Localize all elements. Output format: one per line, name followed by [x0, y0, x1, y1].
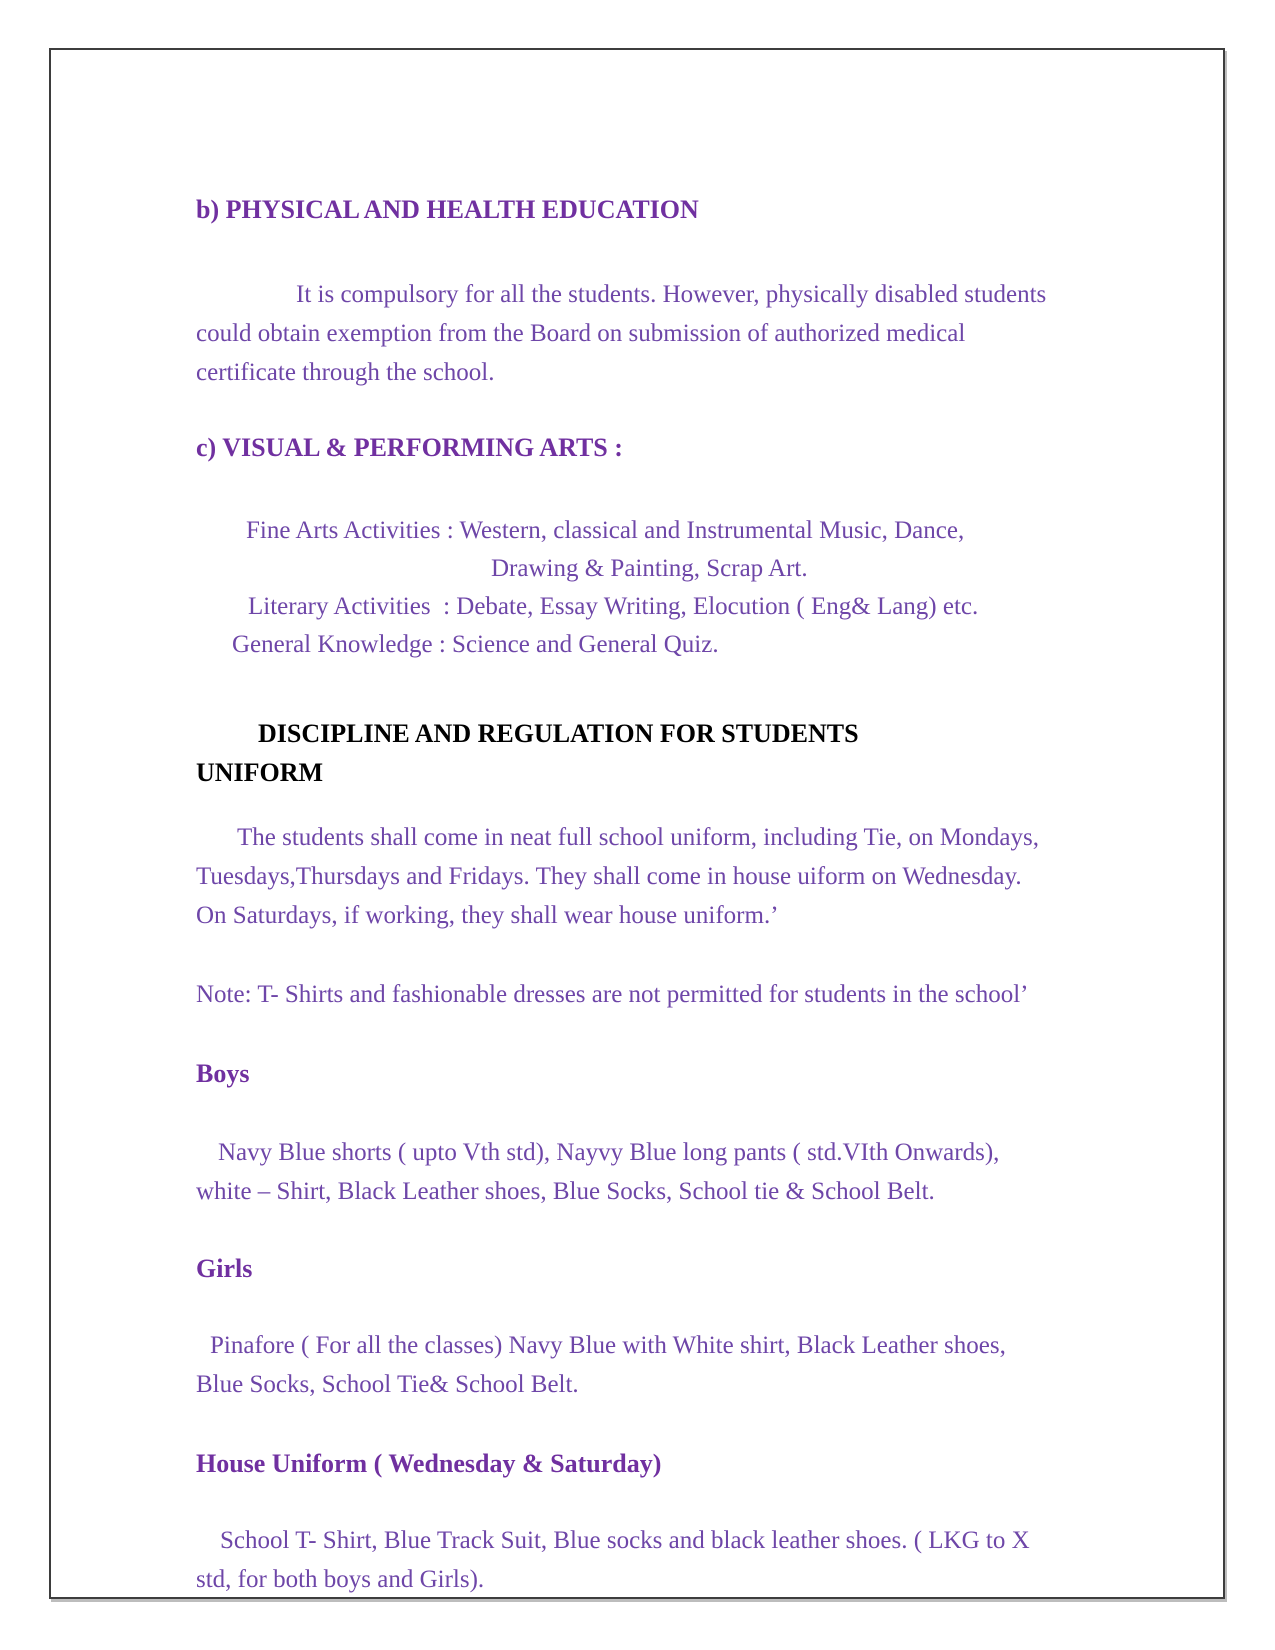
- paragraph-line: On Saturdays, if working, they shall wear house uniform.’: [196, 902, 779, 929]
- paragraph-line: Navy Blue shorts ( upto Vth std), Nayvy Blue long pants ( std.VIth Onwards),: [218, 1139, 1000, 1166]
- section-heading-visual-performing-arts: c) VISUAL & PERFORMING ARTS :: [196, 433, 623, 462]
- paragraph-line: It is compulsory for all the students. However, physically disabled students: [296, 281, 1047, 308]
- paragraph-line: certificate through the school.: [196, 359, 495, 386]
- section-heading-discipline: DISCIPLINE AND REGULATION FOR STUDENTS: [258, 719, 859, 748]
- section-heading-physical-education: b) PHYSICAL AND HEALTH EDUCATION: [196, 195, 699, 224]
- uniform-paragraph: [196, 818, 1181, 935]
- paragraph-line: Pinafore ( For all the classes) Navy Blue with White shirt, Black Leather shoes,: [210, 1332, 1006, 1359]
- activities-list: [196, 512, 1181, 664]
- subheading-boys: Boys: [196, 1059, 250, 1088]
- activity-line-fine-arts-continued: Drawing & Painting, Scrap Art.: [491, 555, 808, 582]
- paragraph-line: Tuesdays,Thursdays and Fridays. They shall come in house uiform on Wednesday.: [196, 863, 1022, 890]
- section-heading-uniform: UNIFORM: [196, 758, 324, 787]
- note-line: Note: T- Shirts and fashionable dresses are not permitted for students in the school’: [196, 981, 1029, 1008]
- page-content: [196, 190, 1181, 1599]
- subheading-house-uniform: House Uniform ( Wednesday & Saturday): [196, 1449, 662, 1478]
- paragraph-line: School T- Shirt, Blue Track Suit, Blue socks and black leather shoes. ( LKG to X: [220, 1527, 1030, 1554]
- paragraph-line: white – Shirt, Black Leather shoes, Blue Socks, School tie & School Belt.: [196, 1178, 935, 1205]
- girls-uniform-paragraph: [196, 1326, 1181, 1404]
- boys-uniform-paragraph: [196, 1133, 1181, 1211]
- paragraph-line: Blue Socks, School Tie& School Belt.: [196, 1371, 579, 1398]
- house-uniform-paragraph: [196, 1521, 1181, 1599]
- activity-line-fine-arts: Fine Arts Activities : Western, classical and Instrumental Music, Dance,: [246, 517, 965, 544]
- page-border: [49, 48, 1225, 1599]
- activity-line-general-knowledge: General Knowledge : Science and General Quiz.: [232, 631, 719, 658]
- activity-line-literary: Literary Activities : Debate, Essay Writing, Elocution ( Eng& Lang) etc.: [248, 593, 979, 620]
- paragraph-line: std, for both boys and Girls).: [196, 1566, 485, 1593]
- paragraph-line: The students shall come in neat full school uniform, including Tie, on Mondays,: [237, 824, 1040, 851]
- paragraph-line: could obtain exemption from the Board on submission of authorized medical: [196, 320, 966, 347]
- physical-education-paragraph: [196, 275, 1181, 392]
- subheading-girls: Girls: [196, 1254, 253, 1283]
